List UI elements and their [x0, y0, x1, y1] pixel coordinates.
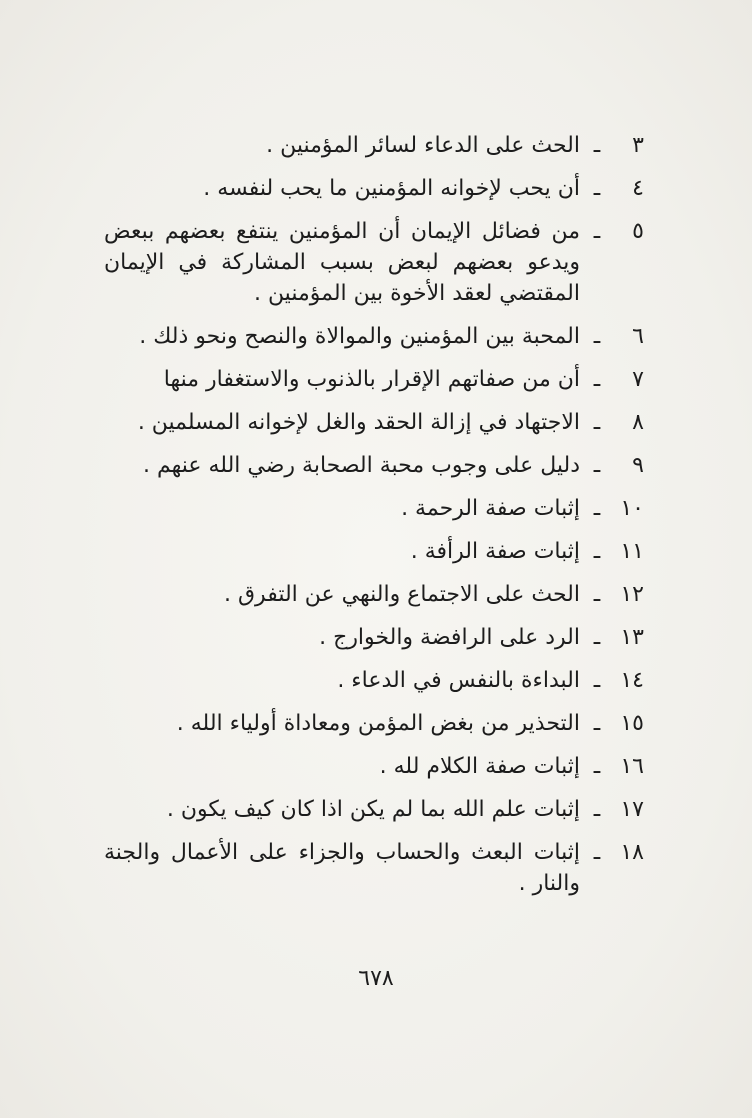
item-dash: ـ [593, 754, 601, 779]
item-text: البداءة بالنفس في الدعاء . [337, 668, 580, 693]
page-number: ٦٧٨ [358, 966, 394, 991]
item-text: الحث على الاجتماع والنهي عن التفرق . [224, 582, 580, 607]
item-dash: ـ [593, 219, 601, 244]
item-text: أن يحب لإخوانه المؤمنين ما يحب لنفسه . [203, 176, 580, 201]
item-number: ٦ [632, 324, 644, 349]
item-number: ٩ [632, 453, 644, 478]
item-dash: ـ [593, 711, 601, 736]
list-item [104, 321, 644, 352]
item-text: من فضائل الإيمان أن المؤمنين ينتفع بعضهم ببعض ويدعو بعضهم لبعض بسبب المشاركة في الإيمان المقتضي لعقد الأخوة بين المؤمنين . [104, 219, 580, 306]
item-dash: ـ [593, 453, 601, 478]
list-item [104, 622, 644, 653]
item-number: ٨ [632, 410, 644, 435]
item-dash: ـ [593, 496, 601, 521]
item-text: إثبات علم الله بما لم يكن اذا كان كيف يكون . [166, 797, 580, 822]
list-item [104, 364, 644, 395]
item-text: التحذير من بغض المؤمن ومعاداة أولياء الله . [176, 711, 580, 736]
list-item [104, 407, 644, 438]
item-number: ١٢ [620, 582, 644, 607]
item-text: أن من صفاتهم الإقرار بالذنوب والاستغفار منها [163, 367, 580, 392]
item-text: الحث على الدعاء لسائر المؤمنين . [266, 133, 580, 158]
list-item [104, 450, 644, 481]
item-number: ١٠ [620, 496, 644, 521]
item-number: ١١ [620, 539, 644, 564]
item-number: ٤ [632, 176, 644, 201]
list-item [104, 794, 644, 825]
list-item [104, 130, 644, 161]
item-number: ٣ [632, 133, 644, 158]
item-dash: ـ [593, 324, 601, 349]
list-item [104, 216, 644, 309]
item-text: الرد على الرافضة والخوارج . [319, 625, 580, 650]
item-number: ١٤ [620, 668, 644, 693]
item-dash: ـ [593, 625, 601, 650]
list-item [104, 751, 644, 782]
item-dash: ـ [593, 797, 601, 822]
item-text: دليل على وجوب محبة الصحابة رضي الله عنهم . [142, 453, 580, 478]
item-text: إثبات صفة الرأفة . [410, 539, 580, 564]
item-dash: ـ [593, 133, 601, 158]
item-dash: ـ [593, 176, 601, 201]
item-text: المحبة بين المؤمنين والموالاة والنصح ونحو ذلك . [139, 324, 580, 349]
item-dash: ـ [593, 410, 601, 435]
list-item [104, 493, 644, 524]
list-item [104, 173, 644, 204]
item-number: ١٦ [620, 754, 644, 779]
list-item [104, 708, 644, 739]
list-item [104, 536, 644, 567]
item-dash: ـ [593, 668, 601, 693]
item-number: ٥ [632, 219, 644, 244]
item-dash: ـ [593, 840, 601, 865]
item-text: إثبات البعث والحساب والجزاء على الأعمال والجنة والنار . [104, 840, 580, 896]
item-number: ١٥ [620, 711, 644, 736]
item-dash: ـ [593, 582, 601, 607]
item-text: إثبات صفة الرحمة . [401, 496, 580, 521]
item-number: ١٧ [620, 797, 644, 822]
item-dash: ـ [593, 367, 601, 392]
item-number: ١٨ [620, 840, 644, 865]
item-number: ١٣ [620, 625, 644, 650]
list-item [104, 665, 644, 696]
benefits-list [104, 130, 644, 911]
item-dash: ـ [593, 539, 601, 564]
list-item [104, 579, 644, 610]
list-item [104, 837, 644, 899]
item-number: ٧ [632, 367, 644, 392]
item-text: الاجتهاد في إزالة الحقد والغل لإخوانه المسلمين . [137, 410, 580, 435]
item-text: إثبات صفة الكلام لله . [379, 754, 580, 779]
